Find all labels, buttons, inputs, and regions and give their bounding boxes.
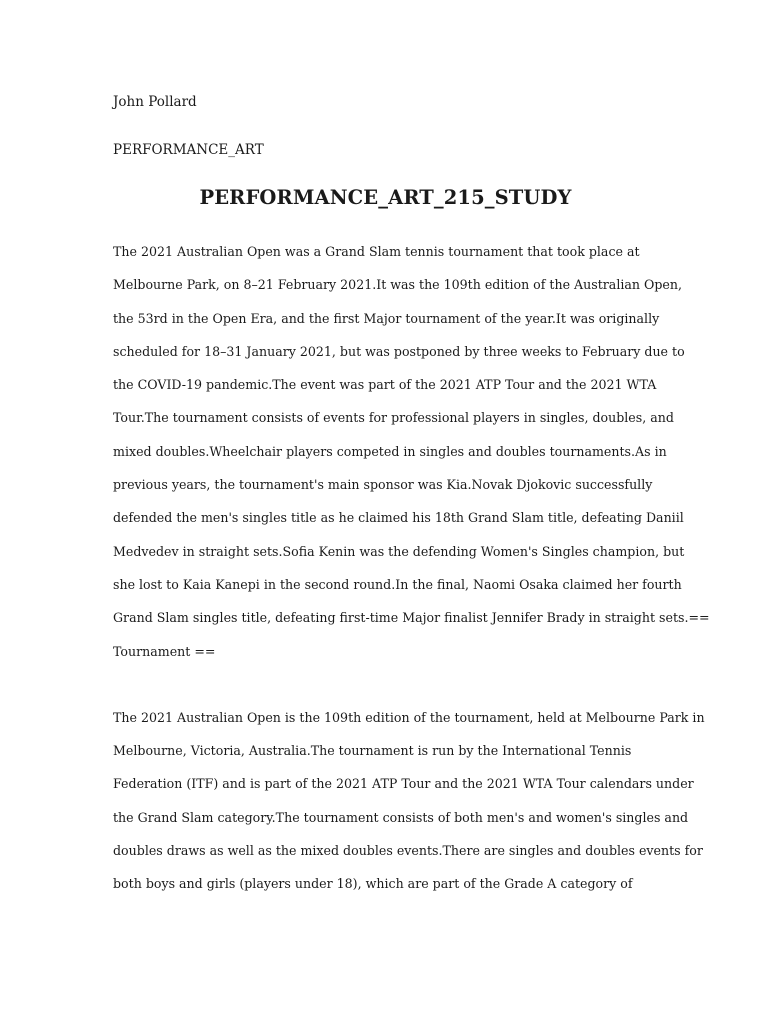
text-line: Tour.The tournament consists of events for professional players in singles, doubles, and <box>113 410 674 426</box>
text-line: the Grand Slam category.The tournament consists of both men's and women's singles and <box>113 809 689 825</box>
author-name: John Pollard <box>113 94 197 110</box>
text-line: previous years, the tournament's main sponsor was Kia.Novak Djokovic successfully <box>113 477 653 493</box>
text-line: scheduled for 18–31 January 2021, but was postponed by three weeks to February due to <box>113 343 685 359</box>
course-name: PERFORMANCE_ART <box>113 142 264 158</box>
text-line: Medvedev in straight sets.Sofia Kenin was the defending Women's Singles champion, but <box>113 543 685 559</box>
paragraph-2 <box>113 701 705 901</box>
text-line: The 2021 Australian Open is the 109th edition of the tournament, held at Melbourne Park in <box>113 709 705 725</box>
text-line: Grand Slam singles title, defeating first-time Major finalist Jennifer Brady in straight sets.== <box>113 610 710 626</box>
text-line: she lost to Kaia Kanepi in the second round.In the final, Naomi Osaka claimed her fourth <box>113 576 682 592</box>
text-line: the COVID-19 pandemic.The event was part of the 2021 ATP Tour and the 2021 WTA <box>113 377 657 393</box>
text-line: the 53rd in the Open Era, and the first Major tournament of the year.It was originally <box>113 310 660 326</box>
text-line: Federation (ITF) and is part of the 2021 ATP Tour and the 2021 WTA Tour calendars under <box>113 776 694 792</box>
document-title: PERFORMANCE_ART_215_STUDY <box>199 186 572 209</box>
text-line: Melbourne Park, on 8–21 February 2021.It was the 109th edition of the Australian Open, <box>113 277 682 293</box>
text-line: doubles draws as well as the mixed doubles events.There are singles and doubles events for <box>113 843 703 859</box>
document-page <box>113 92 710 901</box>
text-line: both boys and girls (players under 18), which are part of the Grade A category of <box>113 876 633 892</box>
paragraph-1 <box>113 235 710 668</box>
text-line: The 2021 Australian Open was a Grand Slam tennis tournament that took place at <box>113 244 640 259</box>
text-line: mixed doubles.Wheelchair players competed in singles and doubles tournaments.As in <box>113 443 667 459</box>
text-line: defended the men's singles title as he claimed his 18th Grand Slam title, defeating Daniil <box>113 510 684 526</box>
text-line: Tournament == <box>113 643 216 659</box>
text-line: Melbourne, Victoria, Australia.The tournament is run by the International Tennis <box>113 743 632 759</box>
